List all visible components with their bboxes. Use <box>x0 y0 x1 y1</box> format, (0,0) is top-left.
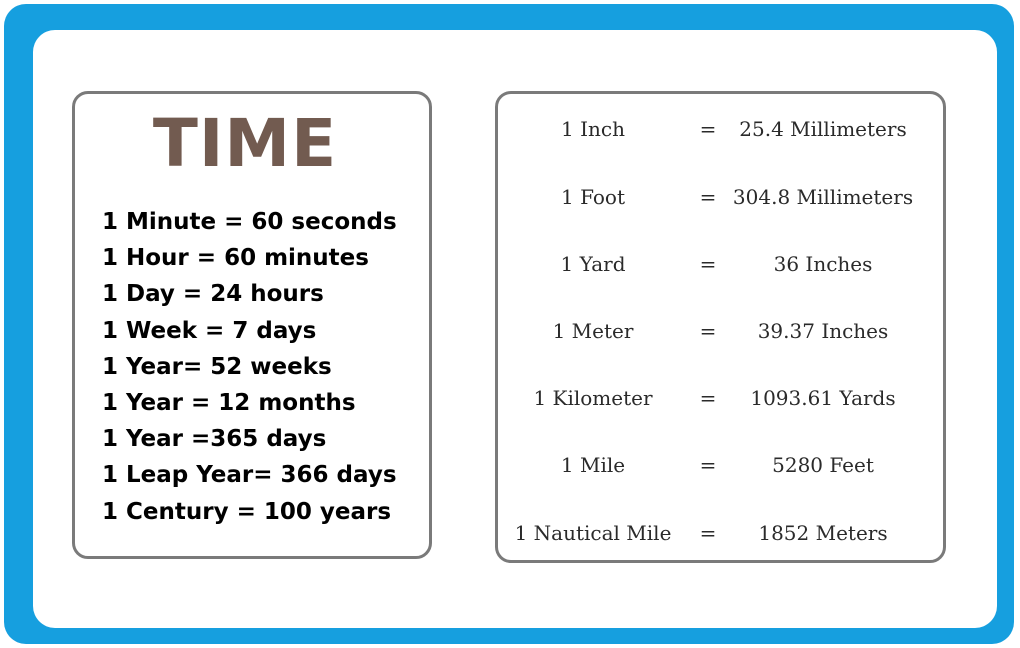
conversion-unit: 1 Nautical Mile <box>514 521 672 545</box>
conversion-row <box>498 314 943 348</box>
equals-sign: = <box>699 252 717 276</box>
conversion-unit: 1 Meter <box>552 319 634 343</box>
time-item: 1 Year =365 days <box>102 426 327 453</box>
time-panel <box>72 91 432 559</box>
conversion-value: 1093.61 Yards <box>750 386 896 410</box>
time-list <box>102 204 397 530</box>
equals-sign: = <box>699 117 717 141</box>
conversion-unit: 1 Kilometer <box>533 386 653 410</box>
length-conversion-panel <box>495 91 946 563</box>
conversion-unit: 1 Foot <box>561 185 625 209</box>
equals-sign: = <box>699 521 717 545</box>
conversion-value: 5280 Feet <box>772 453 874 477</box>
conversion-value: 25.4 Millimeters <box>739 117 907 141</box>
conversion-value: 304.8 Millimeters <box>732 185 914 209</box>
time-item: 1 Year= 52 weeks <box>102 353 332 380</box>
time-item: 1 Minute = 60 seconds <box>102 209 397 235</box>
equals-sign: = <box>699 453 717 477</box>
conversion-row <box>498 180 943 214</box>
conversion-row <box>498 381 943 415</box>
conversion-value: 39.37 Inches <box>757 319 889 343</box>
conversion-value: 36 Inches <box>773 252 873 276</box>
time-item: 1 Century = 100 years <box>102 498 392 525</box>
conversion-value: 1852 Meters <box>758 521 888 545</box>
equals-sign: = <box>699 185 717 209</box>
equals-sign: = <box>699 319 717 343</box>
conversion-unit: 1 Inch <box>561 117 625 141</box>
conversion-row <box>498 247 943 281</box>
conversion-unit: 1 Mile <box>560 453 626 477</box>
conversion-row <box>498 448 943 482</box>
conversion-unit: 1 Yard <box>560 252 626 276</box>
time-item: 1 Day = 24 hours <box>102 281 324 308</box>
conversion-row <box>498 112 943 146</box>
time-item: 1 Year = 12 months <box>102 390 356 417</box>
equals-sign: = <box>699 386 717 410</box>
conversion-row <box>498 516 943 550</box>
time-item: 1 Leap Year= 366 days <box>102 462 397 489</box>
time-item: 1 Hour = 60 minutes <box>102 245 369 272</box>
time-title: TIME <box>152 105 338 182</box>
time-item: 1 Week = 7 days <box>102 317 317 344</box>
